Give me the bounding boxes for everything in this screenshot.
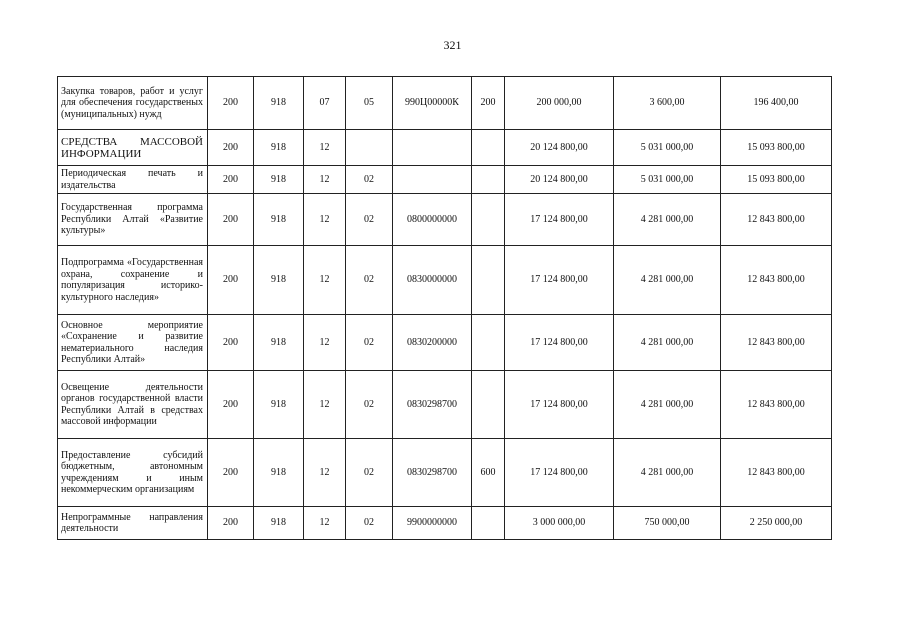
table-row: [58, 439, 832, 507]
subsection-code: [346, 130, 393, 166]
target-article: [393, 130, 472, 166]
row-name: Основное мероприятие «Сохранение и развитие нематериального наследия Республики Алтай»: [58, 315, 208, 371]
subsection-code: 02: [346, 507, 393, 540]
expense-type: [472, 246, 505, 315]
expense-type: [472, 507, 505, 540]
amount-total: 20 124 800,00: [505, 166, 614, 194]
target-article: 0830200000: [393, 315, 472, 371]
subsection-code: 02: [346, 194, 393, 246]
subsection-code: 02: [346, 166, 393, 194]
row-name: Непрограммные направления деятельности: [58, 507, 208, 540]
admin-code: 200: [208, 77, 254, 130]
section-code: 12: [304, 315, 346, 371]
amount-part-1: 750 000,00: [614, 507, 721, 540]
admin-code: 200: [208, 194, 254, 246]
row-name: Закупка товаров, работ и услуг для обеспечения государственых (муниципальных) нужд: [58, 77, 208, 130]
amount-total: 20 124 800,00: [505, 130, 614, 166]
section-code: 12: [304, 166, 346, 194]
grbs-code: 918: [254, 439, 304, 507]
grbs-code: 918: [254, 315, 304, 371]
admin-code: 200: [208, 315, 254, 371]
grbs-code: 918: [254, 130, 304, 166]
amount-part-1: 5 031 000,00: [614, 166, 721, 194]
amount-part-1: 4 281 000,00: [614, 439, 721, 507]
admin-code: 200: [208, 371, 254, 439]
page-number: 321: [443, 38, 462, 52]
target-article: 0830298700: [393, 371, 472, 439]
amount-total: 17 124 800,00: [505, 439, 614, 507]
row-name: Освещение деятельности органов государственной власти Республики Алтай в средствах массовой информации: [58, 371, 208, 439]
row-name: СРЕДСТВА МАССОВОЙ ИНФОРМАЦИИ: [58, 130, 208, 166]
target-article: 0830000000: [393, 246, 472, 315]
grbs-code: 918: [254, 166, 304, 194]
subsection-code: 02: [346, 315, 393, 371]
amount-total: 17 124 800,00: [505, 315, 614, 371]
amount-total: 17 124 800,00: [505, 371, 614, 439]
amount-total: 200 000,00: [505, 77, 614, 130]
target-article: 990Ц00000К: [393, 77, 472, 130]
amount-total: 17 124 800,00: [505, 194, 614, 246]
grbs-code: 918: [254, 77, 304, 130]
table-row: [58, 130, 832, 166]
admin-code: 200: [208, 439, 254, 507]
amount-part-2: 12 843 800,00: [721, 246, 832, 315]
table-row: [58, 371, 832, 439]
grbs-code: 918: [254, 246, 304, 315]
admin-code: 200: [208, 166, 254, 194]
subsection-code: 02: [346, 371, 393, 439]
target-article: 9900000000: [393, 507, 472, 540]
row-name: Периодическая печать и издательства: [58, 166, 208, 194]
amount-part-2: 2 250 000,00: [721, 507, 832, 540]
section-code: 12: [304, 507, 346, 540]
amount-total: 3 000 000,00: [505, 507, 614, 540]
expense-type: [472, 315, 505, 371]
table-row: [58, 246, 832, 315]
amount-part-2: 12 843 800,00: [721, 194, 832, 246]
amount-part-1: 4 281 000,00: [614, 194, 721, 246]
amount-part-1: 4 281 000,00: [614, 246, 721, 315]
subsection-code: 05: [346, 77, 393, 130]
budget-table: [57, 76, 832, 540]
amount-part-2: 15 093 800,00: [721, 166, 832, 194]
expense-type: 200: [472, 77, 505, 130]
amount-part-2: 12 843 800,00: [721, 371, 832, 439]
section-code: 12: [304, 246, 346, 315]
target-article: 0800000000: [393, 194, 472, 246]
table-row: [58, 77, 832, 130]
section-code: 12: [304, 439, 346, 507]
amount-part-1: 3 600,00: [614, 77, 721, 130]
grbs-code: 918: [254, 194, 304, 246]
amount-part-1: 4 281 000,00: [614, 315, 721, 371]
table-row: [58, 194, 832, 246]
row-name: Государственная программа Республики Алтай «Развитие культуры»: [58, 194, 208, 246]
amount-part-2: 12 843 800,00: [721, 315, 832, 371]
row-name: Подпрограмма «Государственная охрана, сохранение и популяризация историко-культурного наследия»: [58, 246, 208, 315]
amount-part-2: 12 843 800,00: [721, 439, 832, 507]
amount-part-2: 15 093 800,00: [721, 130, 832, 166]
expense-type: 600: [472, 439, 505, 507]
grbs-code: 918: [254, 371, 304, 439]
section-code: 12: [304, 194, 346, 246]
subsection-code: 02: [346, 246, 393, 315]
subsection-code: 02: [346, 439, 393, 507]
amount-part-2: 196 400,00: [721, 77, 832, 130]
amount-part-1: 5 031 000,00: [614, 130, 721, 166]
section-code: 12: [304, 130, 346, 166]
table-row: [58, 166, 832, 194]
expense-type: [472, 166, 505, 194]
admin-code: 200: [208, 507, 254, 540]
target-article: [393, 166, 472, 194]
expense-type: [472, 371, 505, 439]
admin-code: 200: [208, 246, 254, 315]
amount-part-1: 4 281 000,00: [614, 371, 721, 439]
section-code: 07: [304, 77, 346, 130]
expense-type: [472, 130, 505, 166]
grbs-code: 918: [254, 507, 304, 540]
row-name: Предоставление субсидий бюджетным, автономным учреждениям и иным некоммерческим организациям: [58, 439, 208, 507]
table-row: [58, 507, 832, 540]
admin-code: 200: [208, 130, 254, 166]
amount-total: 17 124 800,00: [505, 246, 614, 315]
table-row: [58, 315, 832, 371]
expense-type: [472, 194, 505, 246]
section-code: 12: [304, 371, 346, 439]
target-article: 0830298700: [393, 439, 472, 507]
